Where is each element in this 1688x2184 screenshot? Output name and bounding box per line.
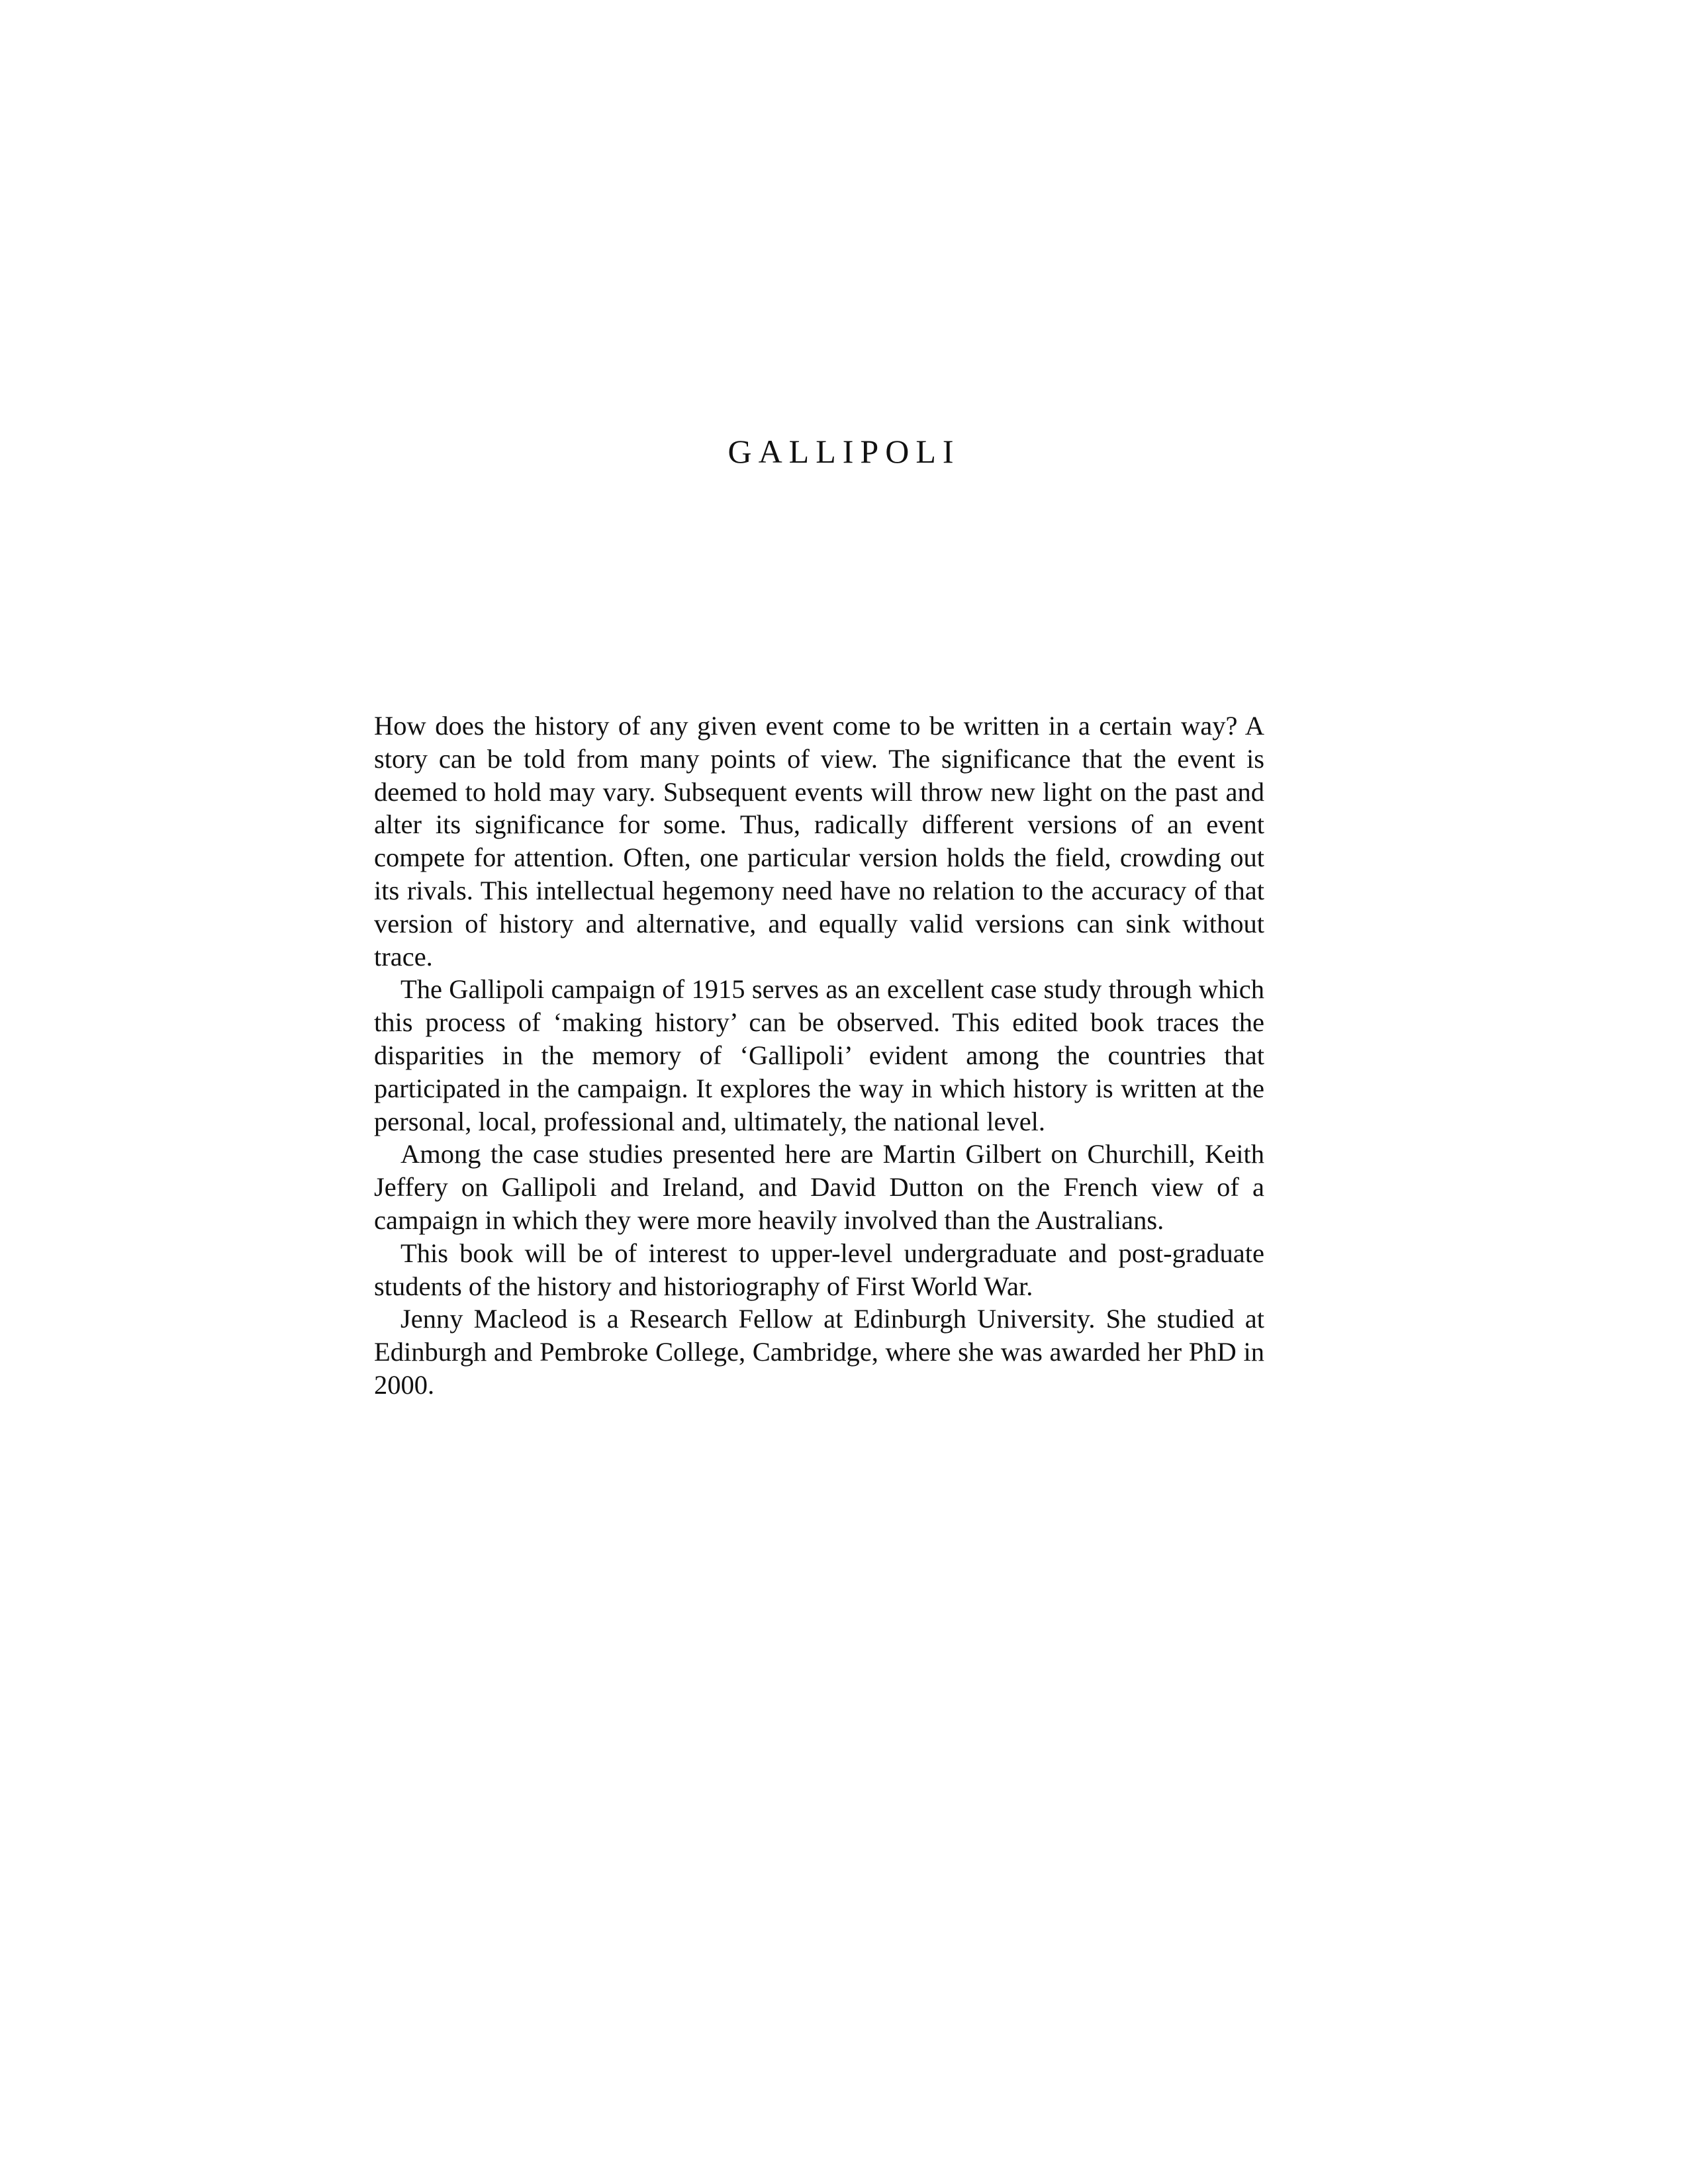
- blurb-paragraph-audience: This book will be of interest to upper-level undergraduate and post-graduate students of the history and historiography of First World War.: [374, 1238, 1264, 1301]
- book-blurb: [374, 709, 1264, 1402]
- blurb-paragraph-campaign: The Gallipoli campaign of 1915 serves as an excellent case study through which this process of ‘making history’ can be observed. This edited book traces the disparities in the memory of ‘Gallipoli’ evident among the countries that participated in the campaign. It explores the way in which history is written at the personal, local, professional and, ultimately, the national level.: [374, 974, 1264, 1136]
- book-title: GALLIPOLI: [727, 433, 961, 470]
- blurb-paragraph-author-bio: Jenny Macleod is a Research Fellow at Edinburgh University. She studied at Edinburgh and Pembroke College, Cambridge, where she was awarded her PhD in 2000.: [374, 1304, 1264, 1400]
- blurb-paragraph-case-studies: Among the case studies presented here are Martin Gilbert on Churchill, Keith Jeffery on Gallipoli and Ireland, and David Dutton on the French view of a campaign in which they were more heavily involved than the Australians.: [374, 1139, 1264, 1235]
- blurb-paragraph-intro: How does the history of any given event come to be written in a certain way? A story can be told from many points of view. The significance that the event is deemed to hold may vary. Subsequent events will throw new light on the past and alter its significance for some. Thus, radically different versions of an event compete for attention. Often, one particular version holds the field, crowding out its rivals. This intellectual hegemony need have no relation to the accuracy of that version of history and alternative, and equally valid versions can sink without trace.: [374, 711, 1264, 972]
